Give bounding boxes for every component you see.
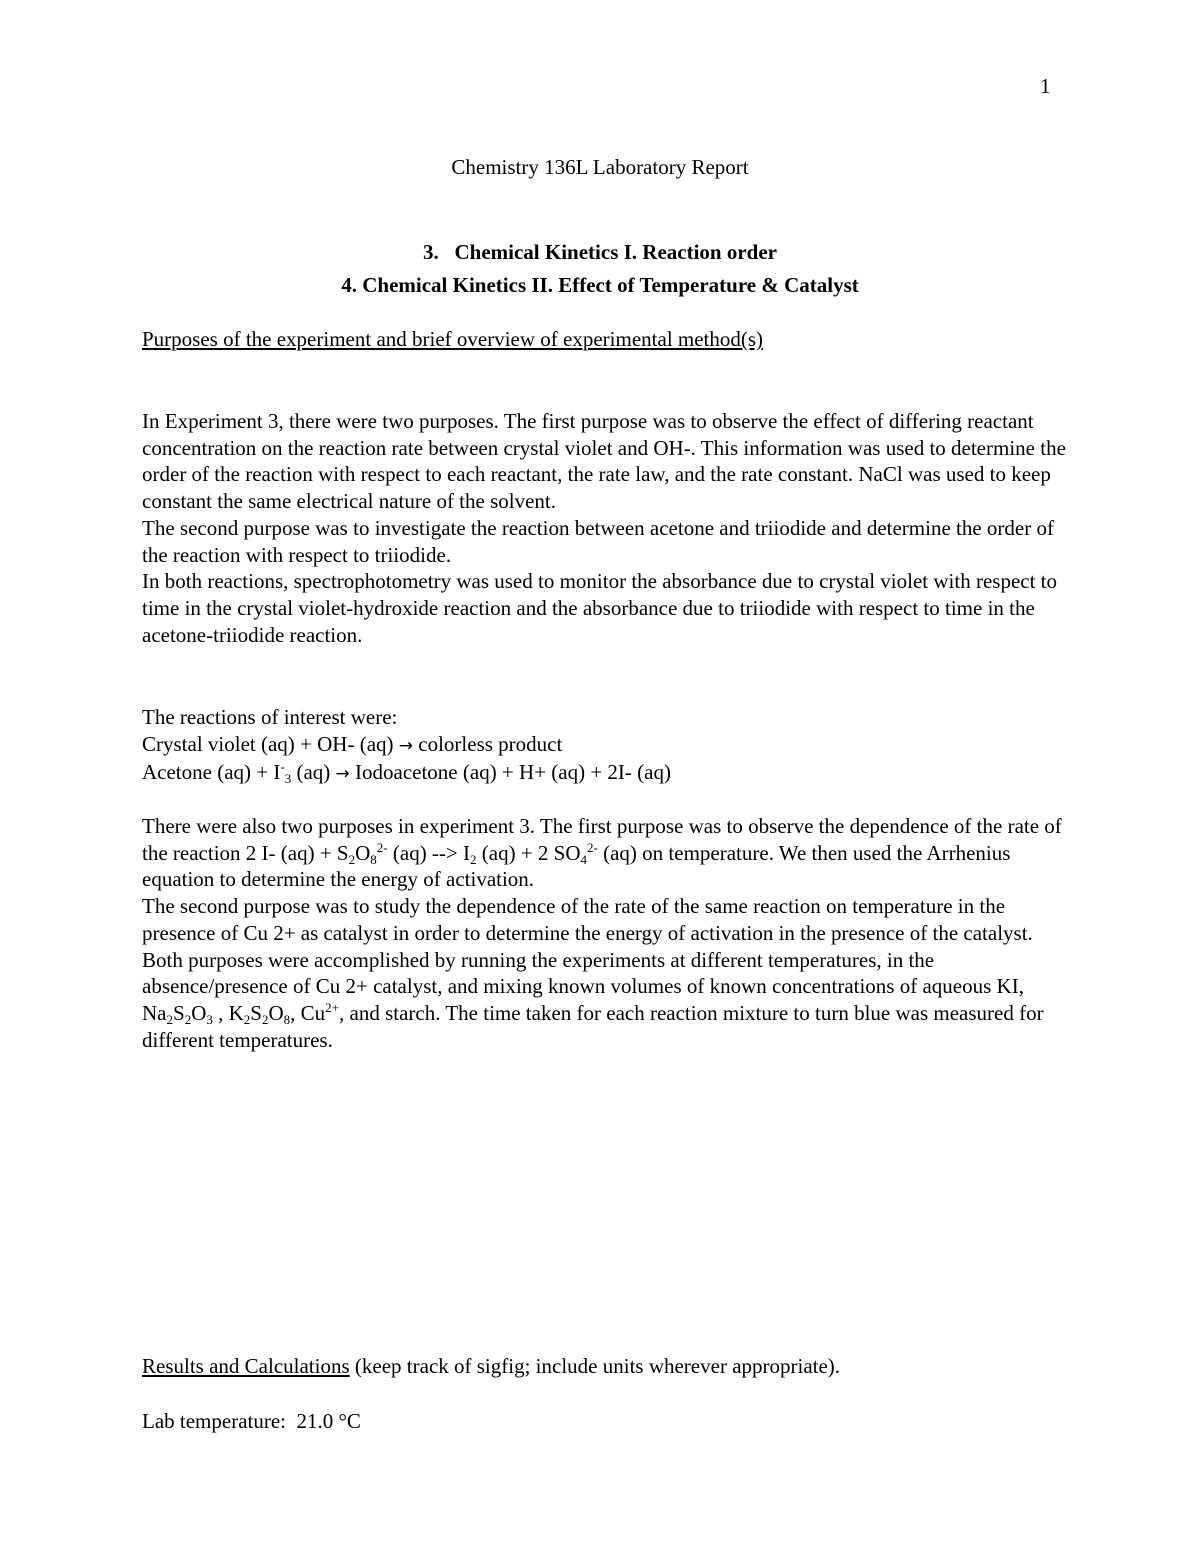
purpose-paragraph-2: The second purpose was to investigate the reaction between acetone and triiodide and determine the order of the reaction with respect to triiodide. <box>142 515 1054 567</box>
page-number: 1 <box>1040 74 1051 98</box>
text-run: (aq) + 2 SO <box>476 840 581 865</box>
purposes-heading: Purposes of the experiment and brief overview of experimental method(s) <box>142 327 764 351</box>
purpose-paragraph-1: In Experiment 3, there were two purposes. The first purpose was to observe the effect of differing reactant concentration on the reaction rate between crystal violet and OH-. This information was used to determine the order of the reaction with respect to each reactant, the rate law, and the rate constant. NaCl was used to keep constant the same electrical nature of the solvent. <box>142 409 1066 514</box>
text-run: , Cu <box>290 1000 326 1025</box>
subscript: 2 <box>348 851 356 867</box>
superscript: 2- <box>587 839 598 855</box>
results-note: (keep track of sigfig; include units wherever appropriate). <box>349 1354 841 1378</box>
subscript: 2 <box>166 1011 173 1027</box>
subscript: 8 <box>370 851 377 867</box>
text-run: S <box>250 1000 262 1025</box>
triiodide-charge: - <box>280 759 285 775</box>
reaction-equation-2 <box>142 759 1072 788</box>
triiodide-subscript: 3 <box>284 771 292 787</box>
reactions-block <box>142 704 1072 788</box>
purposes-body <box>142 408 1072 648</box>
text-run: (aq) on temperature. We then used the Arrhenius equation to determine the energy of activation. <box>142 840 1011 892</box>
lab-temperature-label: Lab temperature: <box>142 1409 287 1433</box>
superscript: 2+ <box>325 999 339 1015</box>
text-run: O <box>191 1000 207 1025</box>
reaction2-reactants-b: (aq) <box>291 760 336 785</box>
text-run: There were also two purposes in experiment 3. The first purpose was to observe the dependence of the rate of the reaction 2 I- (aq) + S <box>142 814 1062 865</box>
results-section <box>142 1354 840 1379</box>
subscript: 4 <box>580 851 588 867</box>
subscript: 2 <box>261 1011 269 1027</box>
text-run: The second purpose was to study the dependence of the rate of the same reaction on temperature in the presence of Cu 2+ as catalyst in order to determine the energy of activation in the presence of the catalyst. Both purposes were accomplished by running the experiments at different temperatures, in the absence/presence of Cu 2+ catalyst, and mixing known volumes of known concentrations of aqueous KI, Na <box>142 894 1033 1025</box>
text-run: (aq) --> I <box>387 840 471 865</box>
text-run: , K <box>212 1000 244 1025</box>
reaction1-products: colorless product <box>413 731 563 756</box>
right-arrow-icon: → <box>335 764 350 785</box>
subscript: 2 <box>243 1011 251 1027</box>
subscript: 3 <box>206 1011 213 1027</box>
experiment-heading-3: 3. Chemical Kinetics I. Reaction order <box>422 240 778 264</box>
subscript: 2 <box>470 851 477 867</box>
superscript: 2- <box>376 839 388 855</box>
text-run: S <box>173 1000 185 1025</box>
reaction2-reactants-a: Acetone (aq) + I <box>142 760 281 785</box>
text-run: , and starch. The time taken for each reaction mixture to turn blue was measured for different temperatures. <box>142 1000 1044 1052</box>
reaction1-reactants: Crystal violet (aq) + OH- (aq) <box>142 731 399 756</box>
results-heading: Results and Calculations <box>142 1354 350 1378</box>
subscript: 2 <box>184 1011 192 1027</box>
purpose-paragraph-4 <box>142 813 1072 893</box>
reaction-equation-1 <box>142 731 1072 760</box>
reactions-intro: The reactions of interest were: <box>142 705 398 729</box>
right-arrow-icon: → <box>398 735 414 756</box>
lab-temperature-value: 21.0 °C <box>286 1409 361 1433</box>
text-run: O <box>355 840 371 865</box>
reaction2-products: Iodoacetone (aq) + H+ (aq) + 2I- (aq) <box>349 760 671 785</box>
experiment-heading-4: 4. Chemical Kinetics II. Effect of Temperature & Catalyst <box>341 273 859 297</box>
lab-temperature <box>142 1409 361 1434</box>
temperature-purposes-block <box>142 813 1072 1053</box>
purpose-paragraph-3: In both reactions, spectrophotometry was used to monitor the absorbance due to crystal violet with respect to time in the crystal violet-hydroxide reaction and the absorbance due to triiodide with respect to time in the acetone-triiodide reaction. <box>142 569 1058 647</box>
report-title: Chemistry 136L Laboratory Report <box>451 155 749 179</box>
purpose-paragraph-5 <box>142 893 1072 1053</box>
text-run: O <box>268 1000 284 1025</box>
subscript: 8 <box>283 1011 291 1027</box>
